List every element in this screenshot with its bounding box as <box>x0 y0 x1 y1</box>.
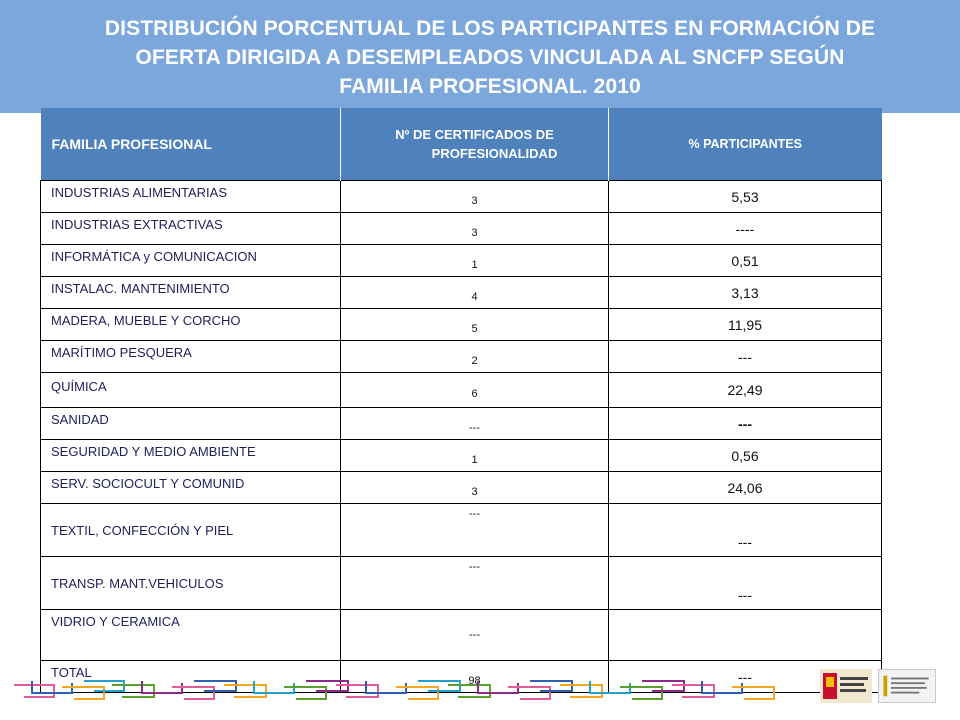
familia-cell: SERV. SOCIOCULT Y COMUNID <box>51 476 245 491</box>
header-participantes: % PARTICIPANTES <box>609 108 882 181</box>
data-table <box>40 108 881 693</box>
participantes-cell: --- <box>738 587 752 603</box>
header-certificados-line1: Nº DE CERTIFICADOS DE <box>395 127 554 142</box>
table-row <box>41 408 882 440</box>
participantes-cell: 11,95 <box>728 316 762 333</box>
certificados-cell: 1 <box>471 258 478 271</box>
table-header-row <box>41 108 882 181</box>
page-title <box>40 14 940 101</box>
certificados-cell: 5 <box>471 322 478 335</box>
table-row <box>41 472 882 504</box>
gobierno-logo-icon <box>820 669 872 703</box>
participantes-cell: 3,13 <box>731 284 759 301</box>
participantes-cell: 0,51 <box>731 252 759 269</box>
participantes-cell: ---- <box>735 220 755 237</box>
table-row <box>41 277 882 309</box>
table-row <box>41 309 882 341</box>
title-line-2: OFERTA DIRIGIDA A DESEMPLEADOS VINCULADA AL SNCFP SEGÚN <box>135 46 845 69</box>
familia-cell: INSTALAC. MANTENIMIENTO <box>51 281 230 296</box>
participantes-cell: --- <box>738 415 752 432</box>
certificados-cell: 6 <box>471 388 478 400</box>
certificados-cell: --- <box>469 508 480 520</box>
table-row <box>41 557 882 610</box>
familia-cell: TRANSP. MANT.VEHICULOS <box>51 575 224 591</box>
participantes-cell: --- <box>738 348 752 365</box>
participantes-cell: 24,06 <box>727 479 763 496</box>
familia-cell: INDUSTRIAS ALIMENTARIAS <box>51 185 228 200</box>
participantes-cell: --- <box>738 534 752 550</box>
familia-cell: INDUSTRIAS EXTRACTIVAS <box>51 217 223 232</box>
title-line-1: DISTRIBUCIÓN PORCENTUAL DE LOS PARTICIPANTES EN FORMACIÓN DE <box>104 17 876 40</box>
participantes-cell: 22,49 <box>727 382 763 398</box>
certificados-cell: 2 <box>471 354 478 367</box>
header-certificados-line2: PROFESIONALIDAD <box>431 146 558 161</box>
table-row <box>41 373 882 408</box>
familia-cell: SANIDAD <box>51 412 109 427</box>
certificados-cell: --- <box>469 561 480 573</box>
table-row <box>41 504 882 557</box>
header-certificados <box>341 108 609 181</box>
certificados-cell: 3 <box>471 485 478 498</box>
familia-cell: TOTAL <box>51 665 92 680</box>
familia-cell: MARÍTIMO PESQUERA <box>51 345 192 360</box>
familia-cell: VIDRIO Y CERAMICA <box>51 614 180 629</box>
certificados-cell: --- <box>469 629 480 641</box>
decorative-ribbon-icon <box>14 674 784 701</box>
certificados-cell: 3 <box>471 194 478 207</box>
table-row <box>41 181 882 213</box>
familia-cell: INFORMÁTICA y COMUNICACION <box>51 249 257 264</box>
ministerio-logo-icon <box>878 669 936 703</box>
certificados-cell: 4 <box>471 290 478 303</box>
familia-cell: TEXTIL, CONFECCIÓN Y PIEL <box>51 522 234 538</box>
table-row <box>41 245 882 277</box>
certificados-cell: 3 <box>471 226 478 239</box>
participantes-cell: 5,53 <box>731 188 759 205</box>
certificados-cell: --- <box>469 421 480 434</box>
table-row <box>41 610 882 661</box>
familia-cell: SEGURIDAD Y MEDIO AMBIENTE <box>51 444 256 459</box>
title-line-3: FAMILIA PROFESIONAL. 2010 <box>339 75 641 98</box>
familia-cell: QUÍMICA <box>51 378 107 394</box>
footer <box>0 660 960 720</box>
certificados-cell: 98 <box>468 674 481 687</box>
participantes-cell: --- <box>738 668 752 685</box>
certificados-cell: 1 <box>471 453 478 466</box>
table-row <box>41 213 882 245</box>
familia-cell: MADERA, MUEBLE Y CORCHO <box>51 313 241 328</box>
participantes-cell: 0,56 <box>731 447 759 464</box>
table-row <box>41 341 882 373</box>
header-familia: FAMILIA PROFESIONAL <box>41 108 341 181</box>
table-row <box>41 440 882 472</box>
